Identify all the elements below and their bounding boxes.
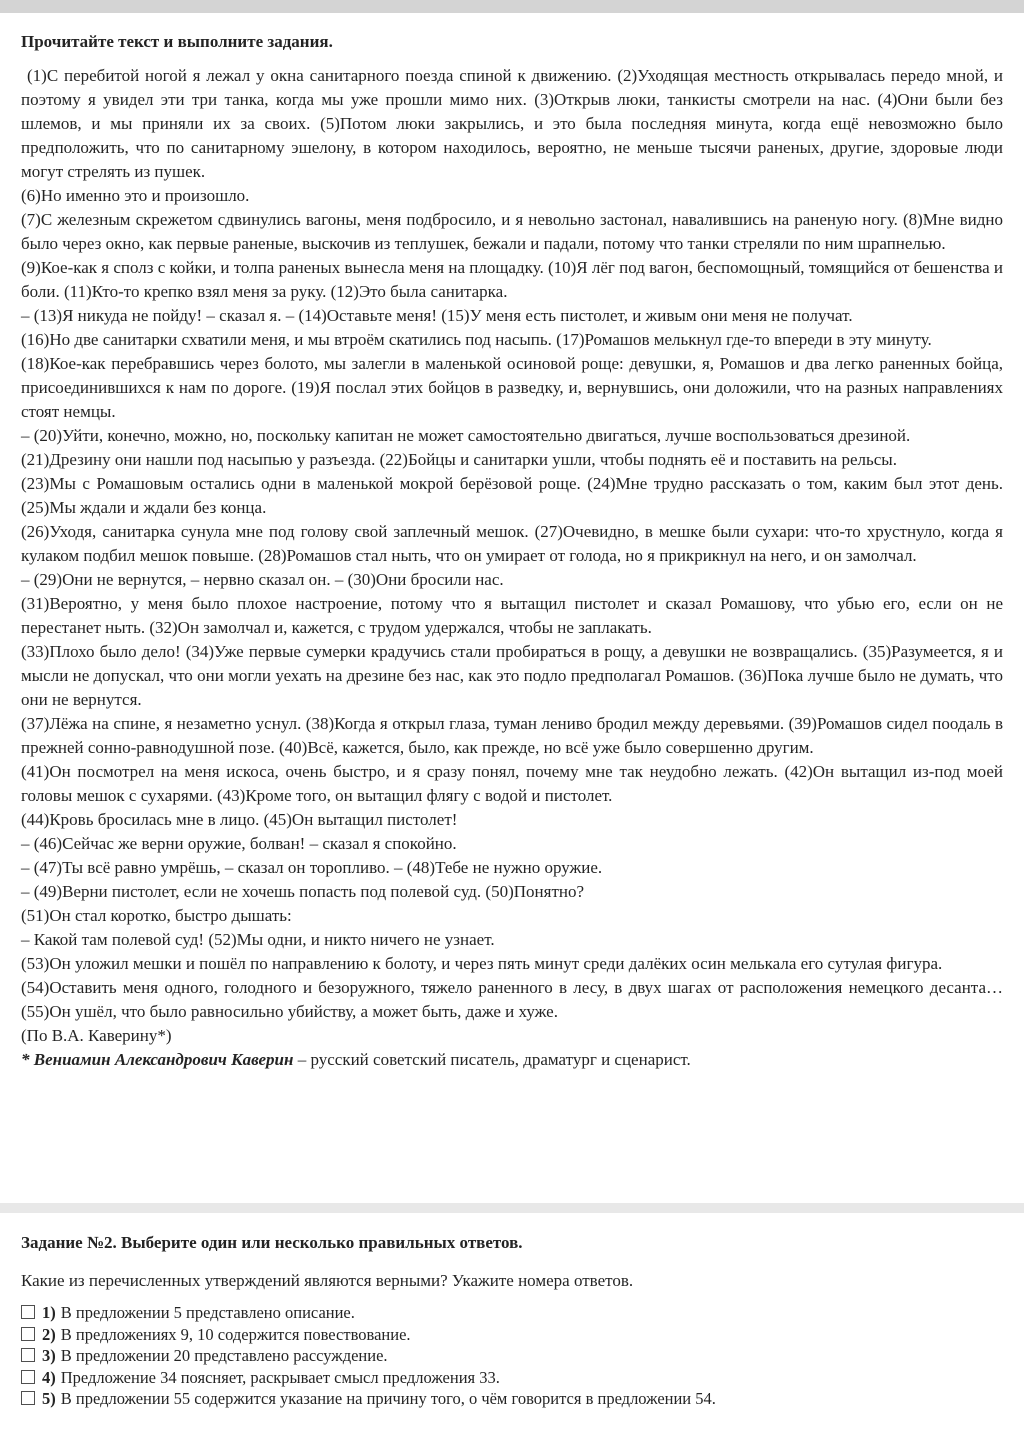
text-paragraph: (37)Лёжа на спине, я незаметно уснул. (38)Когда я открыл глаза, туман лениво бродил между деревьями. (39)Ромашов сидел поодаль в прежней сонно-равнодушной позе. (40)Всё, кажется, было, как прежде, но всё уже было совершенно другим. <box>21 714 1003 757</box>
answer-option-3[interactable] <box>21 1345 1003 1367</box>
text-paragraph: (41)Он посмотрел на меня искоса, очень быстро, и я сразу понял, почему мне так неудобно лежать. (42)Он вытащил из-под моей головы мешок с сухарями. (43)Кроме того, он вытащил флягу с водой и пистолет. <box>21 762 1003 805</box>
top-divider-bar <box>0 0 1024 13</box>
option-number: 4) <box>42 1367 56 1387</box>
text-paragraph: – (13)Я никуда не пойду! – сказал я. – (14)Оставьте меня! (15)У меня есть пистолет, и живым они меня не получат. <box>21 306 853 325</box>
text-paragraph: (54)Оставить меня одного, голодного и безоружного, тяжело раненного в лесу, в двух шагах от расположения немецкого десанта… (55)Он ушёл, что было равносильно убийству, а может быть, даже и хуже. <box>21 978 1003 1021</box>
author-description: – русский советский писатель, драматург и сценарист. <box>293 1050 691 1069</box>
reading-text <box>21 64 1003 1072</box>
text-paragraph: (7)С железным скрежетом сдвинулись вагоны, меня подбросило, и я невольно застонал, навалившись на раненую ногу. (8)Мне видно было через окно, как первые раненые, выскочив из теплушек, бежали и падали, потому что танки стреляли по ним шрапнелью. <box>21 210 1003 253</box>
task-heading: Задание №2. Выберите один или несколько правильных ответов. <box>21 1233 523 1252</box>
answer-option-2[interactable] <box>21 1324 1003 1346</box>
text-paragraph: – (47)Ты всё равно умрёшь, – сказал он торопливо. – (48)Тебе не нужно оружие. <box>21 858 603 877</box>
text-paragraph: (26)Уходя, санитарка сунула мне под голову свой заплечный мешок. (27)Очевидно, в мешке были сухари: что-то хрустнуло, когда я кулаком подбил мешок повыше. (28)Ромашов стал ныть, что он умирает от голода, но я прикрикнул на него, и он замолчал. <box>21 522 1003 565</box>
author-footnote <box>21 1048 1003 1072</box>
task-section <box>21 1231 1003 1410</box>
text-paragraph: – (20)Уйти, конечно, можно, но, поскольку капитан не может самостоятельно двигаться, лучше воспользоваться дрезиной. <box>21 426 911 445</box>
option-number: 5) <box>42 1389 56 1408</box>
text-paragraph: (33)Плохо было дело! (34)Уже первые сумерки крадучись стали пробираться в рощу, а девушки не возвращались. (35)Разумеется, я и мысли не допускал, что они могли уехать на дрезине без нас, как это подло предполагал Ромашов. (36)Пока лучше было не думать, что они не вернутся. <box>21 642 1003 709</box>
answer-option-4[interactable] <box>21 1367 1003 1389</box>
text-paragraph: (6)Но именно это и произошло. <box>21 186 250 205</box>
text-paragraph: (44)Кровь бросилась мне в лицо. (45)Он вытащил пистолет! <box>21 810 458 829</box>
answer-checkbox-4[interactable] <box>21 1370 35 1384</box>
author-name: * Вениамин Александрович Каверин <box>21 1050 294 1069</box>
text-paragraph: (23)Мы с Ромашовым остались одни в маленькой мокрой берёзовой роще. (24)Мне трудно рассказать о том, каким был этот день. (25)Мы ждали и ждали без конца. <box>21 474 1003 517</box>
reading-instruction-heading: Прочитайте текст и выполните задания. <box>21 32 333 51</box>
text-paragraph: (1)С перебитой ногой я лежал у окна санитарного поезда спиной к движению. (2)Уходящая местность открывалась передо мной, и поэтому я увидел эти три танка, когда мы уже прошли мимо них. (3)Открыв люки, танкисты смотрели на нас. (4)Они были без шлемов, и мы приняли их за своих. (5)Потом люки закрылись, и это была последняя минута, когда ещё невозможно было предположить, что по санитарному эшелону, в котором находилось, вероятно, не меньше тысячи раненых, другие, здоровые люди могут стрелять из пушек. <box>21 66 1003 181</box>
text-paragraph: (31)Вероятно, у меня было плохое настроение, потому что я вытащил пистолет и сказал Ромашову, что убью его, если он не перестанет ныть. (32)Он замолчал и, кажется, с трудом удержался, чтобы не заплакать. <box>21 594 1003 637</box>
option-text: В предложении 5 представлено описание. <box>60 1303 355 1322</box>
answer-checkbox-5[interactable] <box>21 1391 35 1405</box>
text-paragraph: – (46)Сейчас же верни оружие, болван! – сказал я спокойно. <box>21 834 457 853</box>
text-paragraph: (53)Он уложил мешки и пошёл по направлению к болоту, и через пять минут среди далёких осин мелькала его сутулая фигура. <box>21 954 943 973</box>
option-number: 1) <box>42 1303 56 1322</box>
option-number: 3) <box>42 1346 56 1365</box>
answer-option-5[interactable] <box>21 1388 1003 1410</box>
text-paragraph: (18)Кое-как перебравшись через болото, мы залегли в маленькой осиновой роще: девушки, я, Ромашов и два легко раненных бойца, присоединившихся к нам по дороге. (19)Я послал этих бойцов в разведку, и, вернувшись, они доложили, что на разных направлениях стоят немцы. <box>21 354 1003 421</box>
text-paragraph: – (49)Верни пистолет, если не хочешь попасть под полевой суд. (50)Понятно? <box>21 882 585 901</box>
text-paragraph: (9)Кое-как я сполз с койки, и толпа раненых вынесла меня на площадку. (10)Я лёг под вагон, беспомощный, томящийся от бешенства и боли. (11)Кто-то крепко взял меня за руку. (12)Это была санитарка. <box>21 258 1003 301</box>
section-divider-bar <box>0 1203 1024 1213</box>
text-paragraph: – (29)Они не вернутся, – нервно сказал он. – (30)Они бросили нас. <box>21 570 504 589</box>
text-paragraph: – Какой там полевой суд! (52)Мы одни, и никто ничего не узнает. <box>21 930 495 949</box>
task-question: Какие из перечисленных утверждений являются верными? Укажите номера ответов. <box>21 1271 634 1290</box>
option-text: Предложение 34 поясняет, раскрывает смысл предложения 33. <box>60 1367 500 1387</box>
answer-checkbox-3[interactable] <box>21 1348 35 1362</box>
text-paragraph: (21)Дрезину они нашли под насыпью у разъезда. (22)Бойцы и санитарки ушли, чтобы поднять её и поставить на рельсы. <box>21 450 897 469</box>
option-text: В предложении 55 содержится указание на причину того, о чём говорится в предложении 54. <box>60 1389 716 1408</box>
option-number: 2) <box>42 1324 56 1344</box>
answer-checkbox-1[interactable] <box>21 1305 35 1319</box>
source-attribution: (По В.А. Каверину*) <box>21 1026 172 1045</box>
text-paragraph: (16)Но две санитарки схватили меня, и мы втроём скатились под насыпь. (17)Ромашов мелькнул где-то впереди в эту минуту. <box>21 330 932 349</box>
answer-checkbox-2[interactable] <box>21 1327 35 1341</box>
option-text: В предложениях 9, 10 содержится повествование. <box>60 1324 411 1344</box>
text-paragraph: (51)Он стал коротко, быстро дышать: <box>21 906 292 925</box>
answer-option-1[interactable] <box>21 1302 1003 1324</box>
option-text: В предложении 20 представлено рассуждение. <box>60 1346 388 1365</box>
reading-section <box>0 30 1024 1072</box>
answer-options-list <box>21 1302 1003 1410</box>
